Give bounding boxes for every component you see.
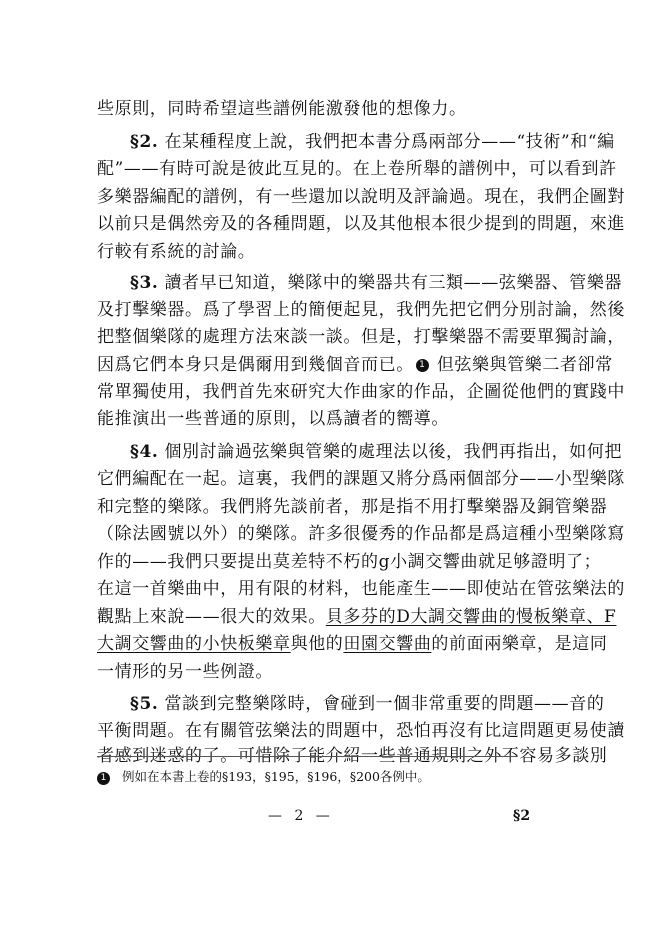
work-title: 大調交響曲的小快板樂章 [97, 634, 291, 654]
text-span: 在某種程度上說，我們把本書分爲兩部分——“技術”和“編 [164, 132, 615, 152]
work-title: 貝多芬的D大調交響曲的慢板樂章、F [325, 607, 617, 627]
text-line: 行較有系統的討論。 [97, 242, 256, 262]
section-number: §2. [130, 132, 159, 152]
text-span: 當談到完整樂隊時，會碰到一個非常重要的問題——音的 [164, 694, 605, 714]
text-line [97, 354, 613, 376]
text-span: 讀者早已知道，樂隊中的樂器共有三類——弦樂器、管樂器 [164, 273, 623, 293]
section-marker: §2 [513, 808, 531, 824]
text-line: 配”——有時可說是彼此互見的。在上卷所舉的譜例中，可以看到許 [97, 159, 617, 179]
paragraph-5-line [130, 693, 604, 715]
text-line: 和完整的樂隊。我們將先談前者，那是指不用打擊樂器及銅管樂器 [97, 497, 608, 517]
paragraph-2-line [130, 131, 615, 153]
text-span: 的前面兩樂章，是這同 [431, 634, 608, 654]
text-line: 把整個樂隊的處理方法來談一談。但是，打擊樂器不需要單獨討論， [97, 327, 625, 347]
paragraph-4-line [130, 441, 622, 463]
paragraph-3-line [130, 272, 622, 294]
text-line: 及打擊樂器。爲了學習上的簡便起見，我們先把它們分別討論，然後 [97, 300, 625, 320]
text-line: 以前只是偶然旁及的各種問題，以及其他根本很少提到的問題，來進 [97, 214, 625, 234]
footnote-reference-marker[interactable]: 1 [416, 359, 429, 372]
text-span: 但弦樂與管樂二者卻常 [436, 355, 613, 375]
work-title: 田園交響曲 [343, 634, 432, 654]
text-line: （除法國號以外）的樂隊。許多很優秀的作品都是爲這種小型樂隊寫 [97, 524, 625, 544]
text-block: 者感到迷惑的了。可惜除了能介紹一些普通規則之外不容易多談別 [97, 746, 608, 766]
text-line-partial [97, 746, 608, 766]
page-number: — 2 — [268, 808, 334, 824]
text-line: 在這一首樂曲中，用有限的材料，也能產生——即使站在管弦樂法的 [97, 579, 625, 599]
text-line: 平衡問題。在有關管弦樂法的問題中，恐怕再沒有比這問題更易使讀 [97, 721, 625, 741]
footnote-text: 例如在本書上卷的§193，§195，§196，§200各例中。 [122, 769, 430, 784]
footnote [97, 768, 430, 786]
text-line: 它們編配在一起。這裏，我們的課題又將分爲兩個部分——小型樂隊 [97, 469, 625, 489]
text-line: 能推演出一些普通的原則，以爲讀者的嚮導。 [97, 409, 449, 429]
text-line: 多樂器編配的譜例，有一些還加以說明及評論過。現在，我們企圖對 [97, 187, 625, 207]
text-line [97, 606, 616, 628]
text-span: 個別討論過弦樂與管樂的處理法以後，我們再指出，如何把 [164, 442, 623, 462]
text-span: 與他的 [290, 634, 344, 654]
section-number: §3. [130, 273, 159, 293]
section-number: §5. [130, 694, 159, 714]
text-span: 因爲它們本身只是偶爾用到幾個音而已。 [97, 355, 414, 375]
text-line: 些原則，同時希望這些譜例能激發他的想像力。 [97, 99, 467, 119]
text-line: 一情形的另一些例證。 [97, 662, 273, 682]
footnote-separator [97, 756, 517, 757]
text-line: 常單獨使用，我們首先來研究大作曲家的作品，企圖從他們的實踐中 [97, 382, 625, 402]
text-line: 作的——我們只要提出莫差特不朽的g小調交響曲就足够證明了； [97, 552, 602, 572]
text-line [97, 633, 607, 655]
section-number: §4. [130, 442, 159, 462]
text-span: 觀點上來說——很大的效果。 [97, 607, 326, 627]
footnote-marker: 1 [97, 772, 110, 785]
